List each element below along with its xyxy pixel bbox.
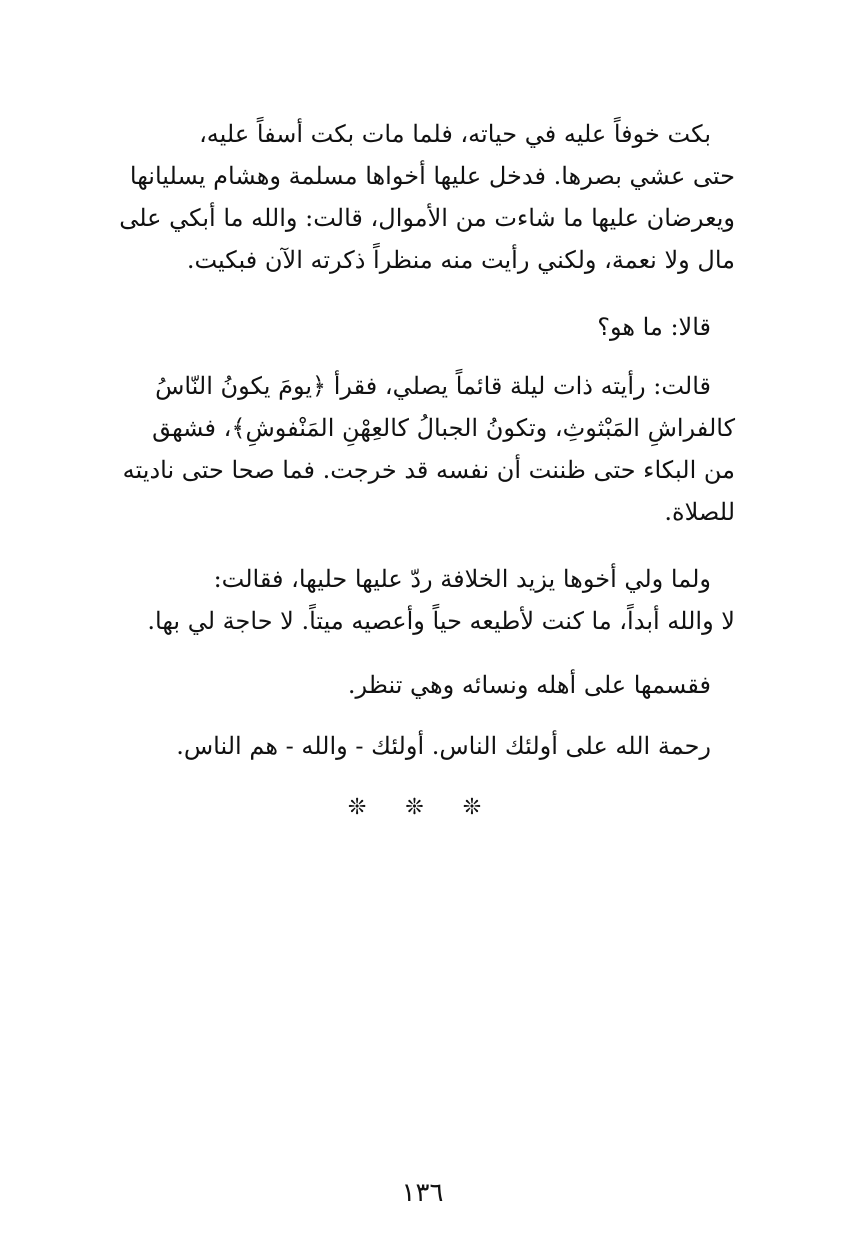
section-separator: ❊ ❊ ❊ — [347, 795, 498, 820]
paragraph-5 — [112, 664, 735, 706]
paragraph-line: قالا: ما هو؟ — [597, 313, 711, 341]
page-number: ١٣٦ — [401, 1178, 444, 1208]
paragraph-1 — [112, 113, 735, 281]
paragraph-3 — [112, 365, 735, 533]
paragraph-line: فقسمها على أهله ونسائه وهي تنظر. — [347, 671, 711, 699]
paragraph-line: لا والله أبداً، ما كنت لأطيعه حياً وأعصيه ميتاً. لا حاجة لي بها. — [147, 607, 735, 635]
paragraph-line: بكت خوفاً عليه في حياته، فلما مات بكت أسفاً عليه، — [199, 120, 711, 148]
paragraph-line: قالت: رأيته ذات ليلة قائماً يصلي، فقرأ ﴿يومَ يكونُ النّاسُ — [155, 372, 711, 400]
paragraph-line: من البكاء حتى ظننت أن نفسه قد خرجت. فما صحا حتى ناديته — [122, 456, 735, 484]
paragraph-line: مال ولا نعمة، ولكني رأيت منه منظراً ذكرته الآن فبكيت. — [186, 246, 735, 274]
paragraph-line: كالفراشِ المَبْثوثِ، وتكونُ الجبالُ كالعِهْنِ المَنْفوشِ﴾، فشهق — [152, 414, 735, 442]
paragraph-line: رحمة الله على أولئك الناس. أولئك - والله - هم الناس. — [176, 732, 711, 760]
paragraph-line: للصلاة. — [664, 498, 735, 526]
paragraph-2 — [112, 306, 735, 348]
paragraph-4 — [112, 558, 735, 642]
paragraph-line: ولما ولي أخوها يزيد الخلافة ردّ عليها حليها، فقالت: — [213, 565, 711, 593]
paragraph-6 — [112, 725, 735, 767]
paragraph-line: حتى عشي بصرها. فدخل عليها أخواها مسلمة وهشام يسليانها — [129, 162, 735, 190]
paragraph-line: ويعرضان عليها ما شاءت من الأموال، قالت: والله ما أبكي على — [119, 204, 735, 232]
